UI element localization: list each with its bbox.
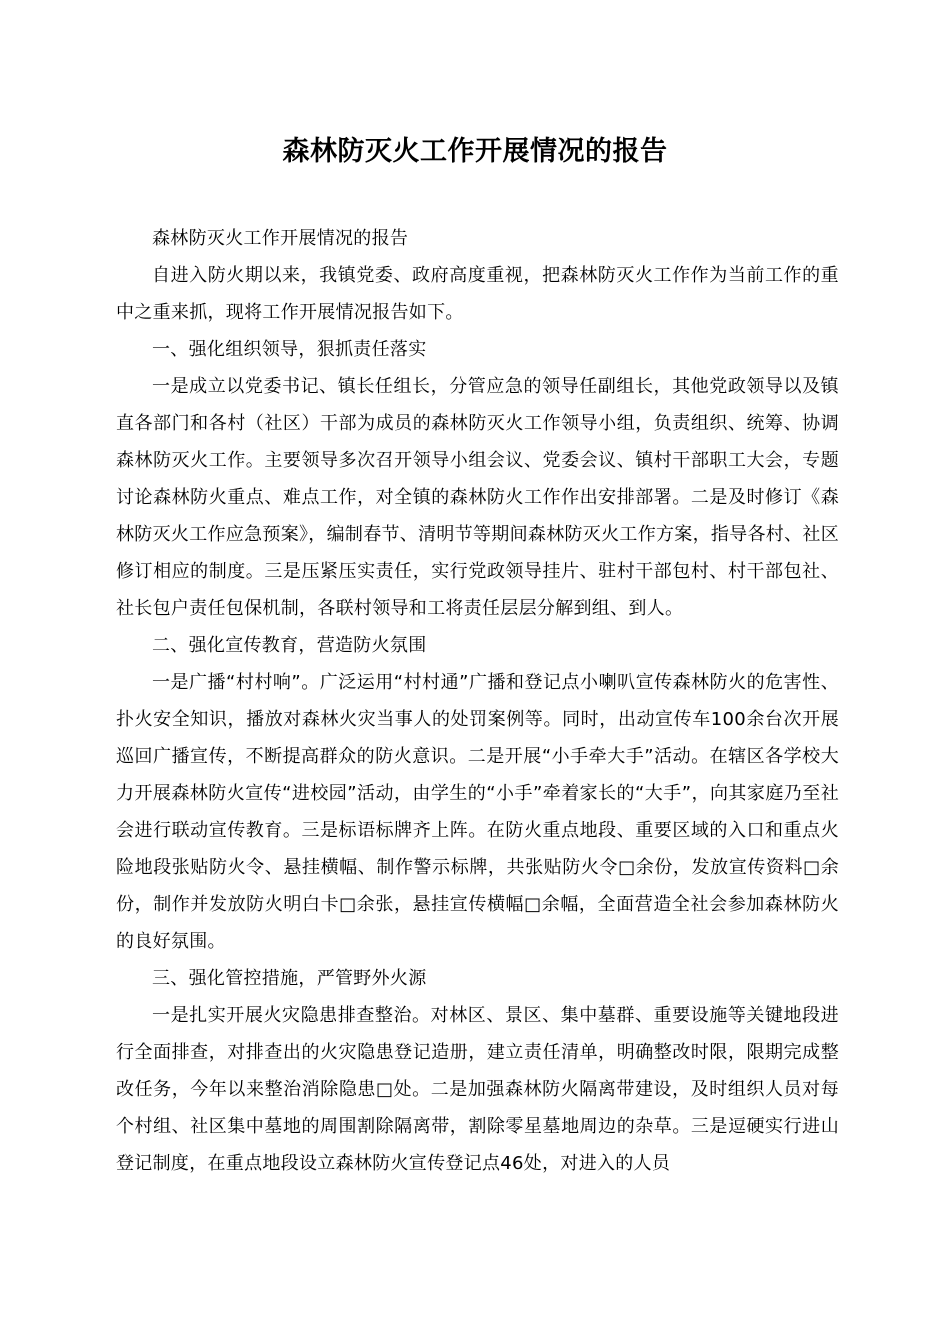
paragraph-subtitle: 森林防灭火工作开展情况的报告 (152, 228, 409, 249)
section-heading-3: 三、强化管控措施，严管野外火源 (152, 968, 427, 989)
section-heading-1: 一、强化组织领导，狠抓责任落实 (152, 339, 427, 360)
section-heading-2: 二、强化宣传教育，营造防火氛围 (152, 635, 427, 656)
paragraph-section-1: 一是成立以党委书记、镇长任组长，分管应急的领导任副组长，其他党政领导以及镇直各部门和各村（社区）干部为成员的森林防灭火工作领导小组，负责组织、统筹、协调森林防灭火工作。主要领导多次召开领导小组会议、党委会议、镇村干部职工大会，专题讨论森林防火重点、难点工作，对全镇的森林防火工作作出安排部署。二是及时修订《森林防灭火工作应急预案》，编制春节、清明节等期间森林防灭火工作方案，指导各村、社区修订相应的制度。三是压紧压实责任，实行党政领导挂片、驻村干部包村、村干部包社、社长包户责任包保机制，各联村领导和工将责任层层分解到组、到人。 (116, 376, 839, 619)
document-body (116, 220, 839, 1182)
document-title: 森林防灭火工作开展情况的报告 (282, 136, 668, 167)
paragraph-section-2: 一是广播“村村响”。广泛运用“村村通”广播和登记点小喇叭宣传森林防火的危害性、扑火安全知识，播放对森林火灾当事人的处罚案例等。同时，出动宣传车100余台次开展巡回广播宣传，不断提高群众的防火意识。二是开展“小手牵大手”活动。在辖区各学校大力开展森林防火宣传“进校园”活动，由学生的“小手”牵着家长的“大手”，向其家庭乃至社会进行联动宣传教育。三是标语标牌齐上阵。在防火重点地段、重要区域的入口和重点火险地段张贴防火令、悬挂横幅、制作警示标牌，共张贴防火令□余份，发放宣传资料□余份，制作并发放防火明白卡□余张，悬挂宣传横幅□余幅，全面营造全社会参加森林防火的良好氛围。 (116, 672, 839, 952)
paragraph-intro: 自进入防火期以来，我镇党委、政府高度重视，把森林防灭火工作作为当前工作的重中之重来抓，现将工作开展情况报告如下。 (116, 265, 839, 323)
paragraph-section-3: 一是扎实开展火灾隐患排查整治。对林区、景区、集中墓群、重要设施等关键地段进行全面排查，对排查出的火灾隐患登记造册，建立责任清单，明确整改时限，限期完成整改任务，今年以来整治消除隐患□处。二是加强森林防火隔离带建设，及时组织人员对每个村组、社区集中墓地的周围割除隔离带，割除零星墓地周边的杂草。三是逗硬实行进山登记制度，在重点地段设立森林防火宣传登记点46处，对进入的人员 (116, 1005, 839, 1174)
